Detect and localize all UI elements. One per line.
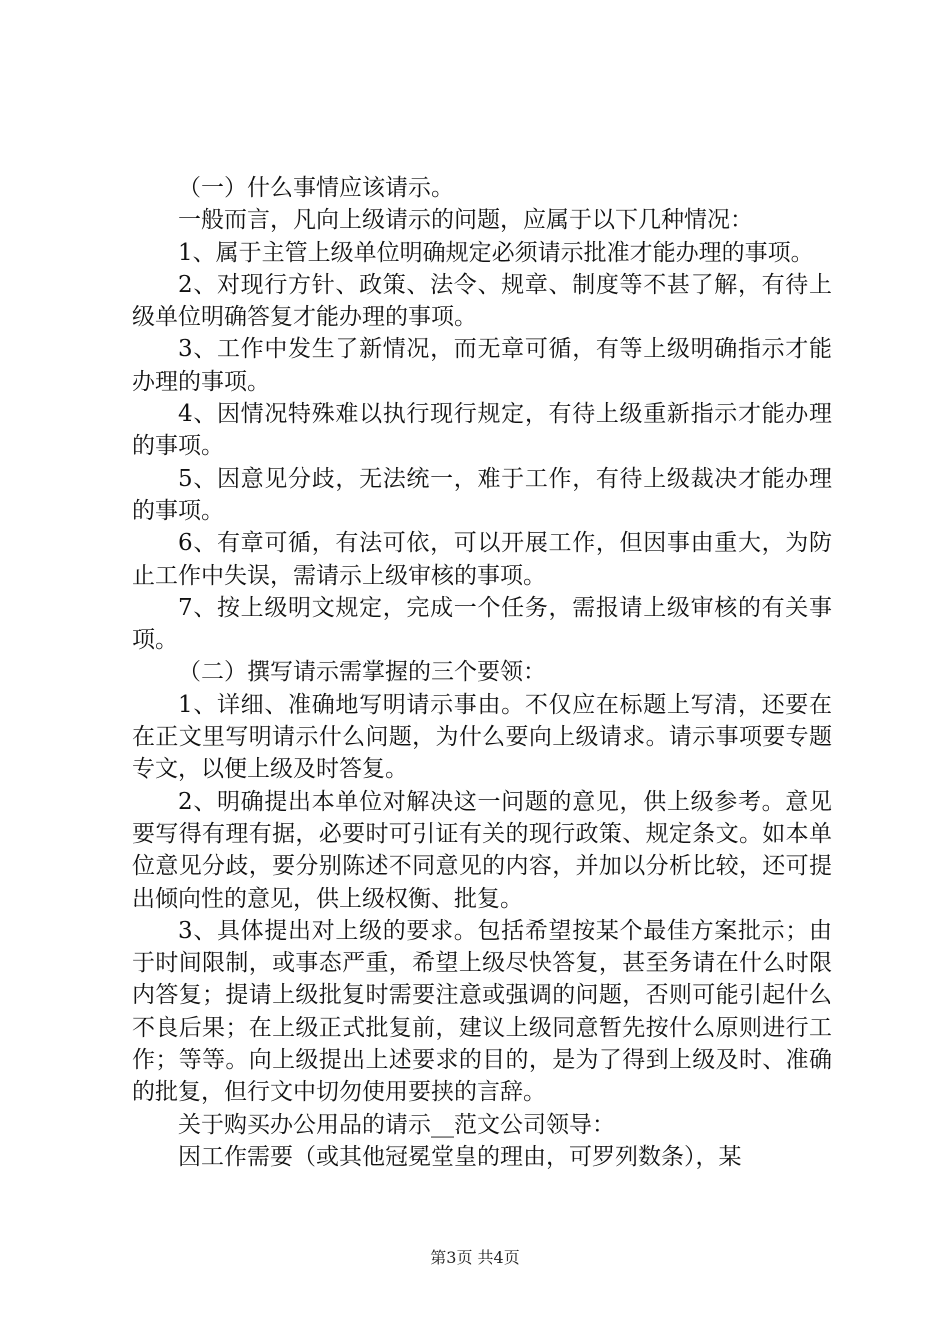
list-item: 4、因情况特殊难以执行现行规定，有待上级重新指示才能办理的事项。: [132, 401, 832, 460]
section-heading-1: （一）什么事情应该请示。: [178, 175, 454, 201]
list-item: 1、属于主管上级单位明确规定必须请示批准才能办理的事项。: [178, 239, 814, 266]
sample-body: 因工作需要（或其他冠冕堂皇的理由，可罗列数条），某: [178, 1143, 742, 1170]
list-item: 3、具体提出对上级的要求。包括希望按某个最佳方案批示；由于时间限制，或事态严重，希望上级尽快答复，甚至务请在什么时限内答复；提请上级批复时需要注意或强调的问题，否则可能引起什么不良后果；在上级正式批复前，建议上级同意暂先按什么原则进行工作；等等。向上级提出上述要求的目的，是为了得到上级及时、准确的批复，但行文中切勿使用要挟的言辞。: [132, 917, 832, 1106]
list-item: 3、工作中发生了新情况，而无章可循，有等上级明确指示才能办理的事项。: [132, 336, 832, 395]
list-item: 5、因意见分歧，无法统一，难于工作，有待上级裁决才能办理的事项。: [132, 465, 832, 524]
list-item: 2、对现行方针、政策、法令、规章、制度等不甚了解，有待上级单位明确答复才能办理的事项。: [132, 271, 832, 331]
document-body: [132, 172, 832, 1173]
list-item: 6、有章可循，有法可依，可以开展工作，但因事由重大，为防止工作中失误，需请示上级审核的事项。: [132, 530, 832, 589]
paragraph: 一般而言，凡向上级请示的问题，应属于以下几种情况：: [178, 207, 753, 234]
list-item: 1、详细、准确地写明请示事由。不仅应在标题上写清，还要在在正文里写明请示什么问题，为什么要向上级请求。请示事项要专题专文，以便上级及时答复。: [132, 691, 832, 783]
sample-title: 关于购买办公用品的请示__范文公司领导：: [178, 1111, 615, 1138]
page-footer: 第3页 共4页: [430, 1248, 520, 1267]
section-heading-2: （二）撰写请示需掌握的三个要领：: [178, 659, 546, 686]
list-item: 2、明确提出本单位对解决这一问题的意见，供上级参考。意见要写得有理有据，必要时可引证有关的现行政策、规定条文。如本单位意见分歧，要分别陈述不同意见的内容，并加以分析比较，还可提出倾向性的意见，供上级权衡、批复。: [132, 788, 832, 912]
list-item: 7、按上级明文规定，完成一个任务，需报请上级审核的有关事项。: [132, 594, 832, 654]
